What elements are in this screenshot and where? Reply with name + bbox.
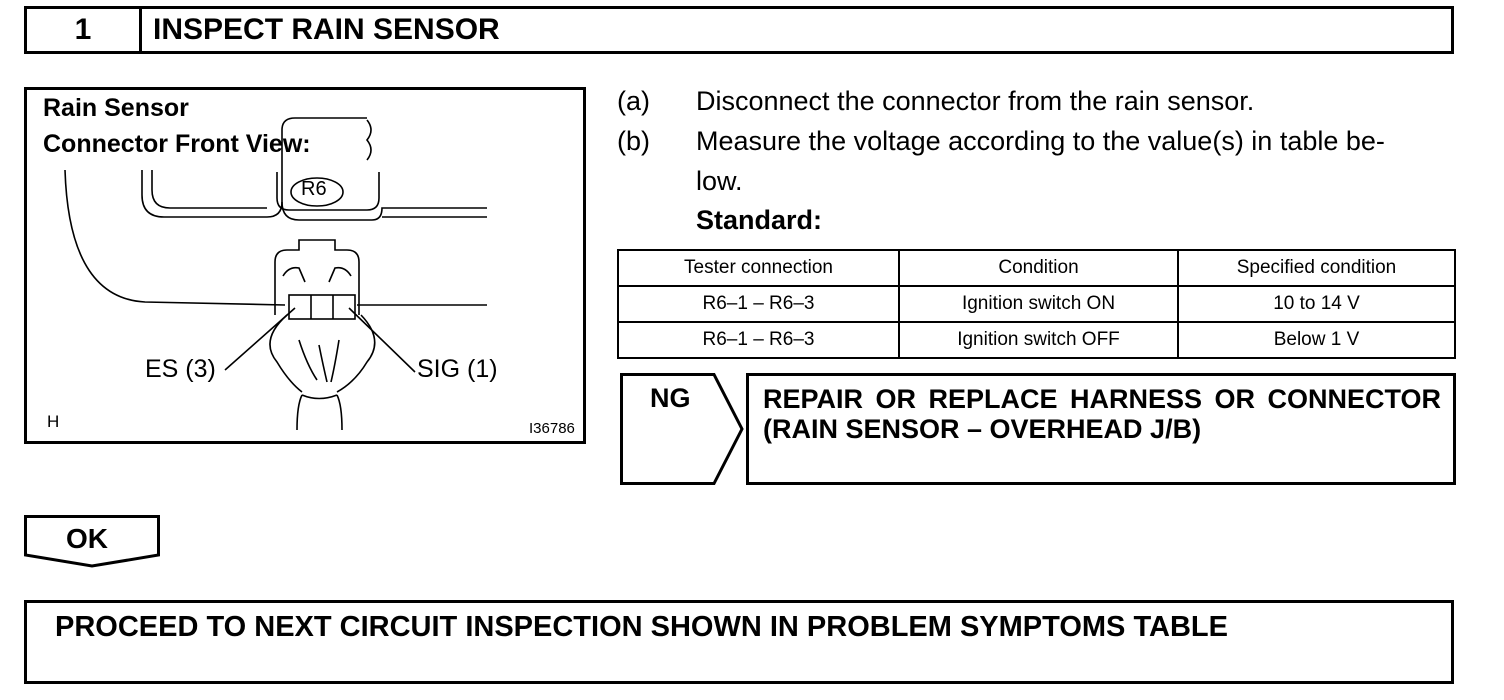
instruction-a-text: Disconnect the connector from the rain sensor. bbox=[696, 86, 1255, 116]
table-cell: Ignition switch OFF bbox=[899, 322, 1178, 358]
standard-label: Standard: bbox=[696, 205, 823, 235]
connector-id-label: R6 bbox=[301, 178, 327, 200]
ng-branch bbox=[620, 373, 746, 485]
ok-branch bbox=[24, 515, 160, 568]
ok-label: OK bbox=[66, 523, 108, 554]
next-step-text: PROCEED TO NEXT CIRCUIT INSPECTION SHOWN IN PROBLEM SYMPTOMS TABLE bbox=[55, 611, 1228, 643]
instruction-b-text-line2: low. bbox=[696, 166, 743, 196]
table-cell: 10 to 14 V bbox=[1178, 286, 1455, 322]
instruction-b-marker: (b) bbox=[617, 126, 650, 156]
diagram-title-line2: Connector Front View: bbox=[43, 130, 311, 158]
table-row bbox=[618, 322, 1455, 358]
table-header: Specified condition bbox=[1178, 250, 1455, 286]
next-step-box bbox=[24, 600, 1454, 684]
ng-label: NG bbox=[650, 383, 691, 413]
table-row bbox=[618, 286, 1455, 322]
table-header: Condition bbox=[899, 250, 1178, 286]
table-header: Tester connection bbox=[618, 250, 899, 286]
instruction-b-text-line1: Measure the voltage according to the value(s) in table be- bbox=[696, 126, 1385, 156]
ng-action-box bbox=[746, 373, 1456, 485]
table-cell: R6–1 – R6–3 bbox=[618, 322, 899, 358]
step-title: INSPECT RAIN SENSOR bbox=[153, 13, 500, 46]
instruction-a-marker: (a) bbox=[617, 86, 650, 116]
ng-action-text: REPAIR OR REPLACE HARNESS OR CONNECTOR (RAIN SENSOR – OVERHEAD J/B) bbox=[763, 384, 1441, 444]
table-cell: Below 1 V bbox=[1178, 322, 1455, 358]
corner-code: H bbox=[47, 412, 60, 431]
connector-diagram bbox=[24, 87, 586, 444]
spec-table bbox=[617, 249, 1456, 359]
pin-es-label: ES (3) bbox=[145, 355, 216, 383]
step-number: 1 bbox=[27, 9, 142, 51]
table-cell: R6–1 – R6–3 bbox=[618, 286, 899, 322]
table-cell: Ignition switch ON bbox=[899, 286, 1178, 322]
table-header-row bbox=[618, 250, 1455, 286]
diagram-title-line1: Rain Sensor bbox=[43, 94, 189, 122]
pin-sig-label: SIG (1) bbox=[417, 355, 498, 383]
figure-id: I36786 bbox=[529, 420, 575, 437]
step-header bbox=[24, 6, 1454, 54]
